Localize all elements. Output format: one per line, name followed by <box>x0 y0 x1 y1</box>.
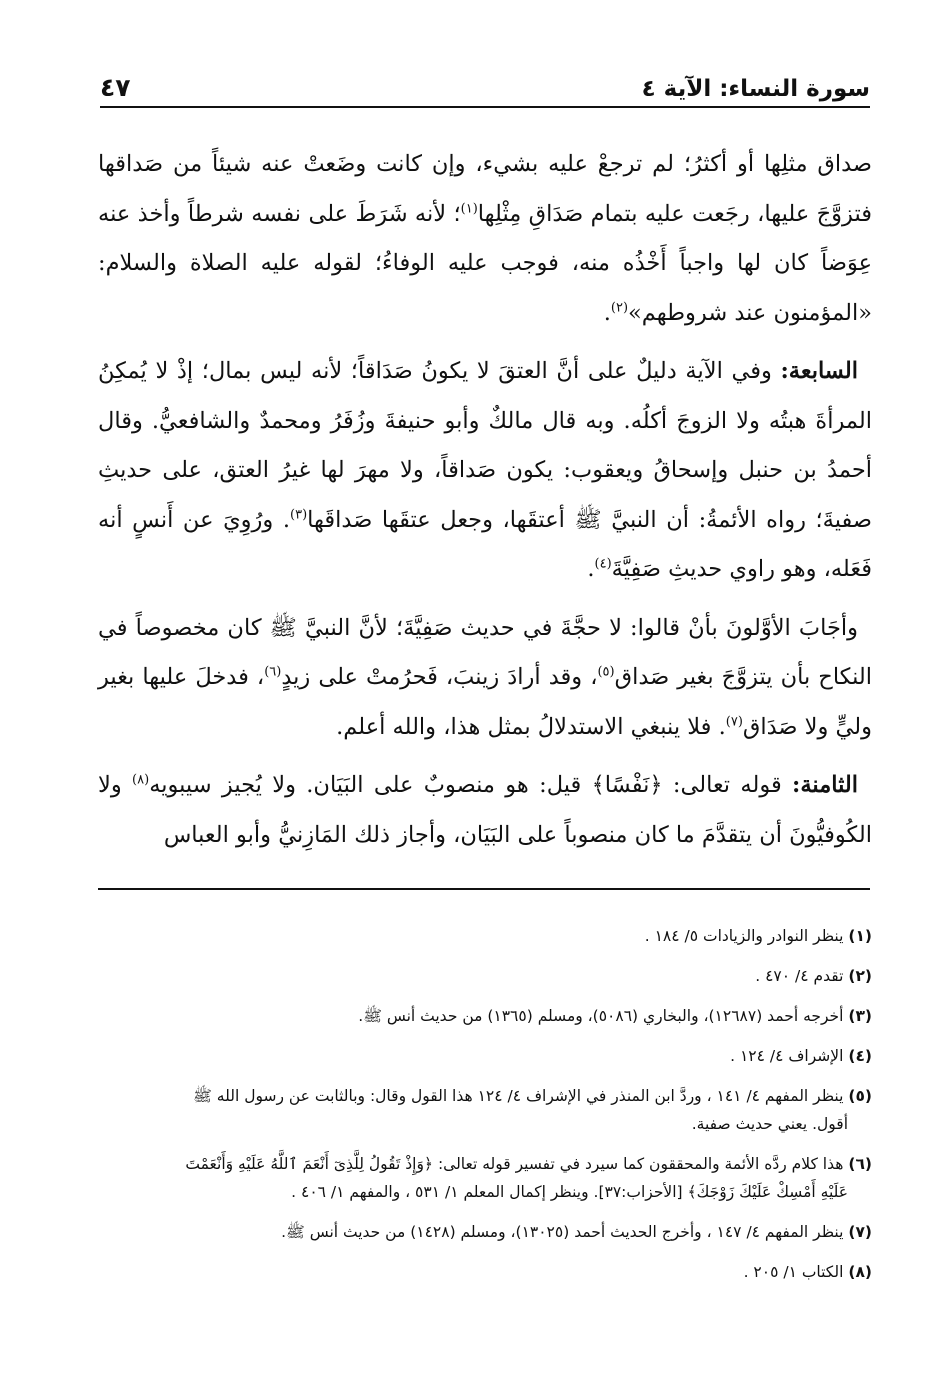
footnote-ref[interactable]: (٦) <box>264 664 282 680</box>
text-run: ولا الكُوفيُّونَ أن يتقدَّمَ ما كان منصوباً على البَيَان، وأجاز ذلك المَازِنيُّ وأبو العباس <box>98 772 872 848</box>
text-run: ؛ لأنه شَرَطَ على نفسه شرطاً وأخذ عنه عِوَضاً كان لها واجباً أَخْذُه منه، فوجب عليه الوفاءُ؛ لقوله عليه الصلاة والسلام: «المؤمنون عند شروطهم» <box>98 200 872 326</box>
text-run: . فلا ينبغي الاستدلالُ بمثل هذا، والله أعلم. <box>336 713 726 740</box>
text-run: وأجَابَ الأوَّلونَ بأنْ قالوا: لا حجَّةَ في حديث صَفِيَّةَ؛ لأنَّ النبيَّ ﷺ كان مخصوصاً في النكاح بأن يتزوَّجَ بغير صَداق <box>98 614 872 690</box>
page-number: ٤٧ <box>100 73 131 102</box>
footnote-number: (٣) <box>848 1007 872 1025</box>
footnote-text: هذا كلام ردَّه الأئمة والمحققون كما سيرد في تفسير قوله تعالى: ﴿وَإِذْ تَقُولُ لِلَّذِىٓ أَنْعَمَ ٱللَّهُ عَلَيْهِ وَأَنْعَمْتَ <box>185 1155 844 1173</box>
text-run: قوله تعالى: ﴿نَفْسًا﴾ قيل: هو منصوبٌ على البَيَان. ولا يُجيز سيبويه <box>149 772 793 798</box>
footnotes <box>98 922 872 1298</box>
paragraph <box>98 761 872 860</box>
paragraph <box>98 604 872 753</box>
footnote-continuation: عَلَيْهِ أَمْسِكْ عَلَيْكَ زَوْجَكَ﴾ [الأحزاب:٣٧]. وينظر إكمال المعلم ١/ ٥٣١ ، والمفهم ١/ ٤٠٦ . <box>291 1183 848 1201</box>
footnote-text: أخرجه أحمد (١٢٦٨٧)، والبخاري (٥٠٨٦)، ومسلم (١٣٦٥) من حديث أنس ﷺ. <box>358 1007 844 1025</box>
footnote <box>98 962 872 990</box>
footnote-divider <box>98 888 870 890</box>
footnote-text: ينظر المفهم ٤/ ١٤٧ ، وأخرج الحديث أحمد (١٣٠٢٥)، ومسلم (١٤٢٨) من حديث أنس ﷺ. <box>281 1223 844 1241</box>
footnote <box>98 1082 872 1138</box>
text-run: . ورُوِيَ عن أَنسٍ أنه فَعَله، وهو راوي حديثِ صَفِيَّةَ <box>98 506 872 582</box>
footnote <box>98 1002 872 1030</box>
footnote-text: تقدم ٤/ ٤٧٠ . <box>755 967 844 985</box>
footnote-ref[interactable]: (١) <box>460 201 478 216</box>
footnote-ref[interactable]: (٧) <box>725 714 743 729</box>
footnote <box>98 1258 872 1286</box>
text-run: . <box>587 556 595 582</box>
footnote-number: (٨) <box>848 1263 872 1281</box>
text-run: . <box>603 299 611 326</box>
paragraph <box>98 347 872 595</box>
text-run: ، وقد أرادَ زينبَ، فَحرُمتْ على زيدٍ <box>281 664 598 690</box>
footnote-ref[interactable]: (٥) <box>597 664 615 680</box>
footnote <box>98 1150 872 1206</box>
text-run: ، فدخلَ عليها بغير وليٍّ ولا صَدَاق <box>98 664 872 740</box>
footnote-number: (٥) <box>848 1087 872 1105</box>
footnote-number: (٦) <box>848 1155 872 1173</box>
footnote-ref[interactable]: (٨) <box>132 772 150 788</box>
running-header <box>100 62 870 102</box>
footnote-text: ينظر المفهم ٤/ ١٤١ ، وردَّ ابن المنذر في الإشراف ٤/ ١٢٤ هذا القول وقال: وبالثابت عن رسول الله ﷺ <box>193 1087 844 1105</box>
footnote-number: (٧) <box>848 1223 872 1241</box>
footnote-text: الكتاب ١/ ٢٠٥ . <box>743 1263 844 1281</box>
footnote-ref[interactable]: (٣) <box>290 507 308 522</box>
chapter-title: سورة النساء: الآية ٤ <box>641 76 870 102</box>
footnote-ref[interactable]: (٢) <box>610 300 629 315</box>
footnote <box>98 922 872 950</box>
footnote-number: (٢) <box>848 967 872 985</box>
footnote-number: (٤) <box>848 1047 872 1065</box>
header-divider <box>100 106 870 108</box>
footnote <box>98 1218 872 1246</box>
paragraph <box>98 140 872 338</box>
footnote <box>98 1042 872 1070</box>
section-lead: الثامنة: <box>792 772 859 798</box>
footnote-ref[interactable]: (٤) <box>594 556 612 572</box>
footnote-number: (١) <box>848 927 872 945</box>
text-run: صداق مثلِها أو أكثرُ؛ لم ترجعْ عليه بشيء، وإن كانت وضَعتْ عنه شيئاً من صَداقها فتزوَّجَ عليها، رجَعت عليه بتمام صَدَاقِ مِثْلِها <box>98 151 872 227</box>
section-lead: السابعة: <box>780 358 858 384</box>
footnote-text: ينظر النوادر والزيادات ٥/ ١٨٤ . <box>644 927 844 945</box>
text-run: وفي الآية دليلٌ على أنَّ العتقَ لا يكونُ صَدَاقاً؛ لأنه ليس بمال؛ إذْ لا يُمكِنُ المرأةَ هبتُه ولا الزوجَ أكلُه. وبه قال مالكٌ وأبو حنيفةَ وزُفَرُ ومحمدٌ والشافعيُّ. وقال أحمدُ بن حنبل وإسحاقُ ويعقوب: يكون صَداقاً، ولا مهرَ لها غيرُ العتق، على حديثِ صفيةَ؛ رواه الأئمةُ: أن النبيَّ ﷺ أعتقَها، وجعل عتقَها صَداقَها <box>98 358 873 533</box>
footnote-text: الإشراف ٤/ ١٢٤ . <box>730 1047 844 1065</box>
main-text <box>98 140 872 869</box>
footnote-continuation: أقول. يعني حديث صفية. <box>691 1115 848 1133</box>
